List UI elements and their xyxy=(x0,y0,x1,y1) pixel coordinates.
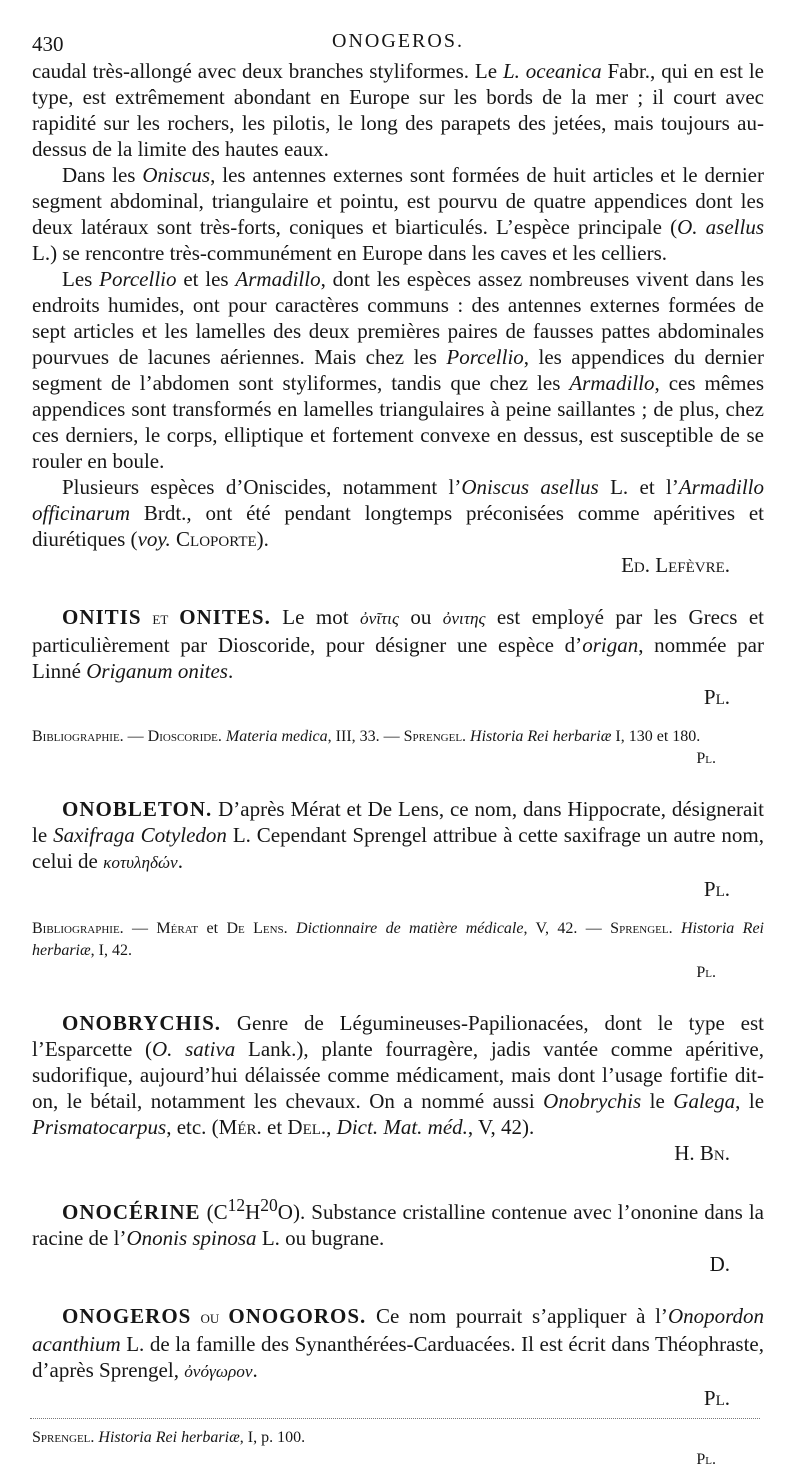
entry-onitis: ONITIS et ONITES. Le mot ὀνῖτις ou ὀνιτης est employé par les Grecs et particulièrement par Dioscoride, pour désigner une espèce d’origan, nommée par Linné Origanum onites. Pl. xyxy=(32,605,765,709)
headword: ONITES. xyxy=(179,605,271,629)
headword: ONOBRYCHIS. xyxy=(62,1011,222,1035)
author-signature: Pl. xyxy=(703,685,730,709)
author-signature: H. Bn. xyxy=(674,1141,730,1165)
author-signature: D. xyxy=(709,1252,730,1276)
entry-onogeros: ONOGEROS ou ONOGOROS. Ce nom pourrait s’appliquer à l’Onopordon acanthium L. de la famille des Synanthérées-Carduacées. Il est écrit dans Théophraste, d’après Sprengel, ὀνόγωρον. Pl. xyxy=(32,1304,764,1410)
headword: ONOBLETON. xyxy=(62,797,213,821)
footer-rule xyxy=(30,1418,760,1419)
page-number: 430 xyxy=(32,32,64,56)
author-signature: Ed. Lefèvre. xyxy=(621,553,730,577)
entry-onobrychis: ONOBRYCHIS. Genre de Légumineuses-Papilionacées, dont le type est l’Esparcette (O. sativa Lank.), plante fourragère, jadis vantée comme apéritive, sudorifique, aujourd’hui délaissée comme médicament, mais dont l’usage fortifie dit-on, le bétail, notamment les chevaux. On a nommé aussi Onobrychis le Galega, le Prismatocarpus, etc. (Mér. et Del., Dict. Mat. méd., V, 42). H. Bn. xyxy=(32,1011,765,1165)
entry-onobleton: ONOBLETON. D’après Mérat et De Lens, ce nom, dans Hippocrate, désignerait le Saxifraga Cotyledon L. Cependant Sprengel attribue à cette saxifrage un autre nom, celui de κοτυληδών. Pl. xyxy=(32,797,764,901)
author-signature: Pl. xyxy=(703,877,730,901)
headword: ONOGOROS. xyxy=(228,1304,367,1328)
running-head: ONOGEROS. xyxy=(332,30,464,52)
headword: ONOGEROS xyxy=(62,1304,192,1328)
author-signature: Pl. xyxy=(703,1386,730,1410)
author-signature: Pl. xyxy=(696,1451,716,1468)
author-signature: Pl. xyxy=(696,750,716,767)
entry-onocerine: ONOCÉRINE $(C^{12}H^{20}O)$. Substance cristalline contenue avec l’ononine dans la racine de l’Ononis spinosa L. ou bugrane. D. xyxy=(32,1195,765,1276)
headword: ONITIS xyxy=(62,605,142,629)
headword: ONOCÉRINE xyxy=(62,1200,201,1224)
bibliography-onitis: Bibliographie. — Dioscoride. Materia medica, III, 33. — Sprengel. Historia Rei herbariæ I, 130 et 180. Pl. xyxy=(32,726,764,770)
bibliography-onobleton: Bibliographie. — Mérat et De Lens. Dictionnaire de matière médicale, V, 42. — Sprengel. Historia Rei herbariæ, I, 42. Pl. xyxy=(32,918,764,984)
paragraph-ligia: caudal très-allongé avec deux branches styliformes. Le L. oceanica Fabr., qui en est le type, est extrêmement abondant en Europe sur les bords de la mer ; il court avec rapidité sur les rochers, les pilotis, le long des parapets des jetées, mais toujours au-dessus de la limite des hautes eaux. xyxy=(32,59,764,161)
author-signature: Pl. xyxy=(696,964,716,981)
paragraph-oniscides: Plusieurs espèces d’Oniscides, notamment l’Oniscus asellus L. et l’Armadillo officinarum Brdt., ont été pendant longtemps préconisées comme apéritives et diurétiques (voy. Cloporte). Ed. Lefèvre. xyxy=(32,475,764,577)
page-header xyxy=(32,0,764,58)
page xyxy=(32,0,764,1471)
paragraph-oniscus: Dans les Oniscus, les antennes externes sont formées de huit articles et le dernier segment abdominal, triangulaire et pointu, est pourvu de quatre appendices dont les deux latéraux sont très-forts, coniques et biarticulés. L’espèce principale (O. asellus L.) se rencontre très-communément en Europe dans les caves et les celliers. xyxy=(32,163,764,265)
paragraph-porcellio-armadillo: Les Porcellio et les Armadillo, dont les espèces assez nombreuses vivent dans les endroits humides, ont pour caractères communs : des antennes externes formées de sept articles et les lamelles des deux premières paires de fausses pattes abdominales pourvues de lacunes aériennes. Mais chez les Porcellio, les appendices du dernier segment de l’abdomen sont styliformes, tandis que chez les Armadillo, ces mêmes appendices sont transformés en lamelles triangulaires à peine saillantes ; de plus, chez ces derniers, le corps, elliptique et fortement convexe en dessus, est susceptible de se rouler en boule. xyxy=(32,267,765,473)
bibliography-onogeros: Sprengel. Historia Rei herbariæ, I, p. 100. Pl. xyxy=(32,1427,764,1471)
